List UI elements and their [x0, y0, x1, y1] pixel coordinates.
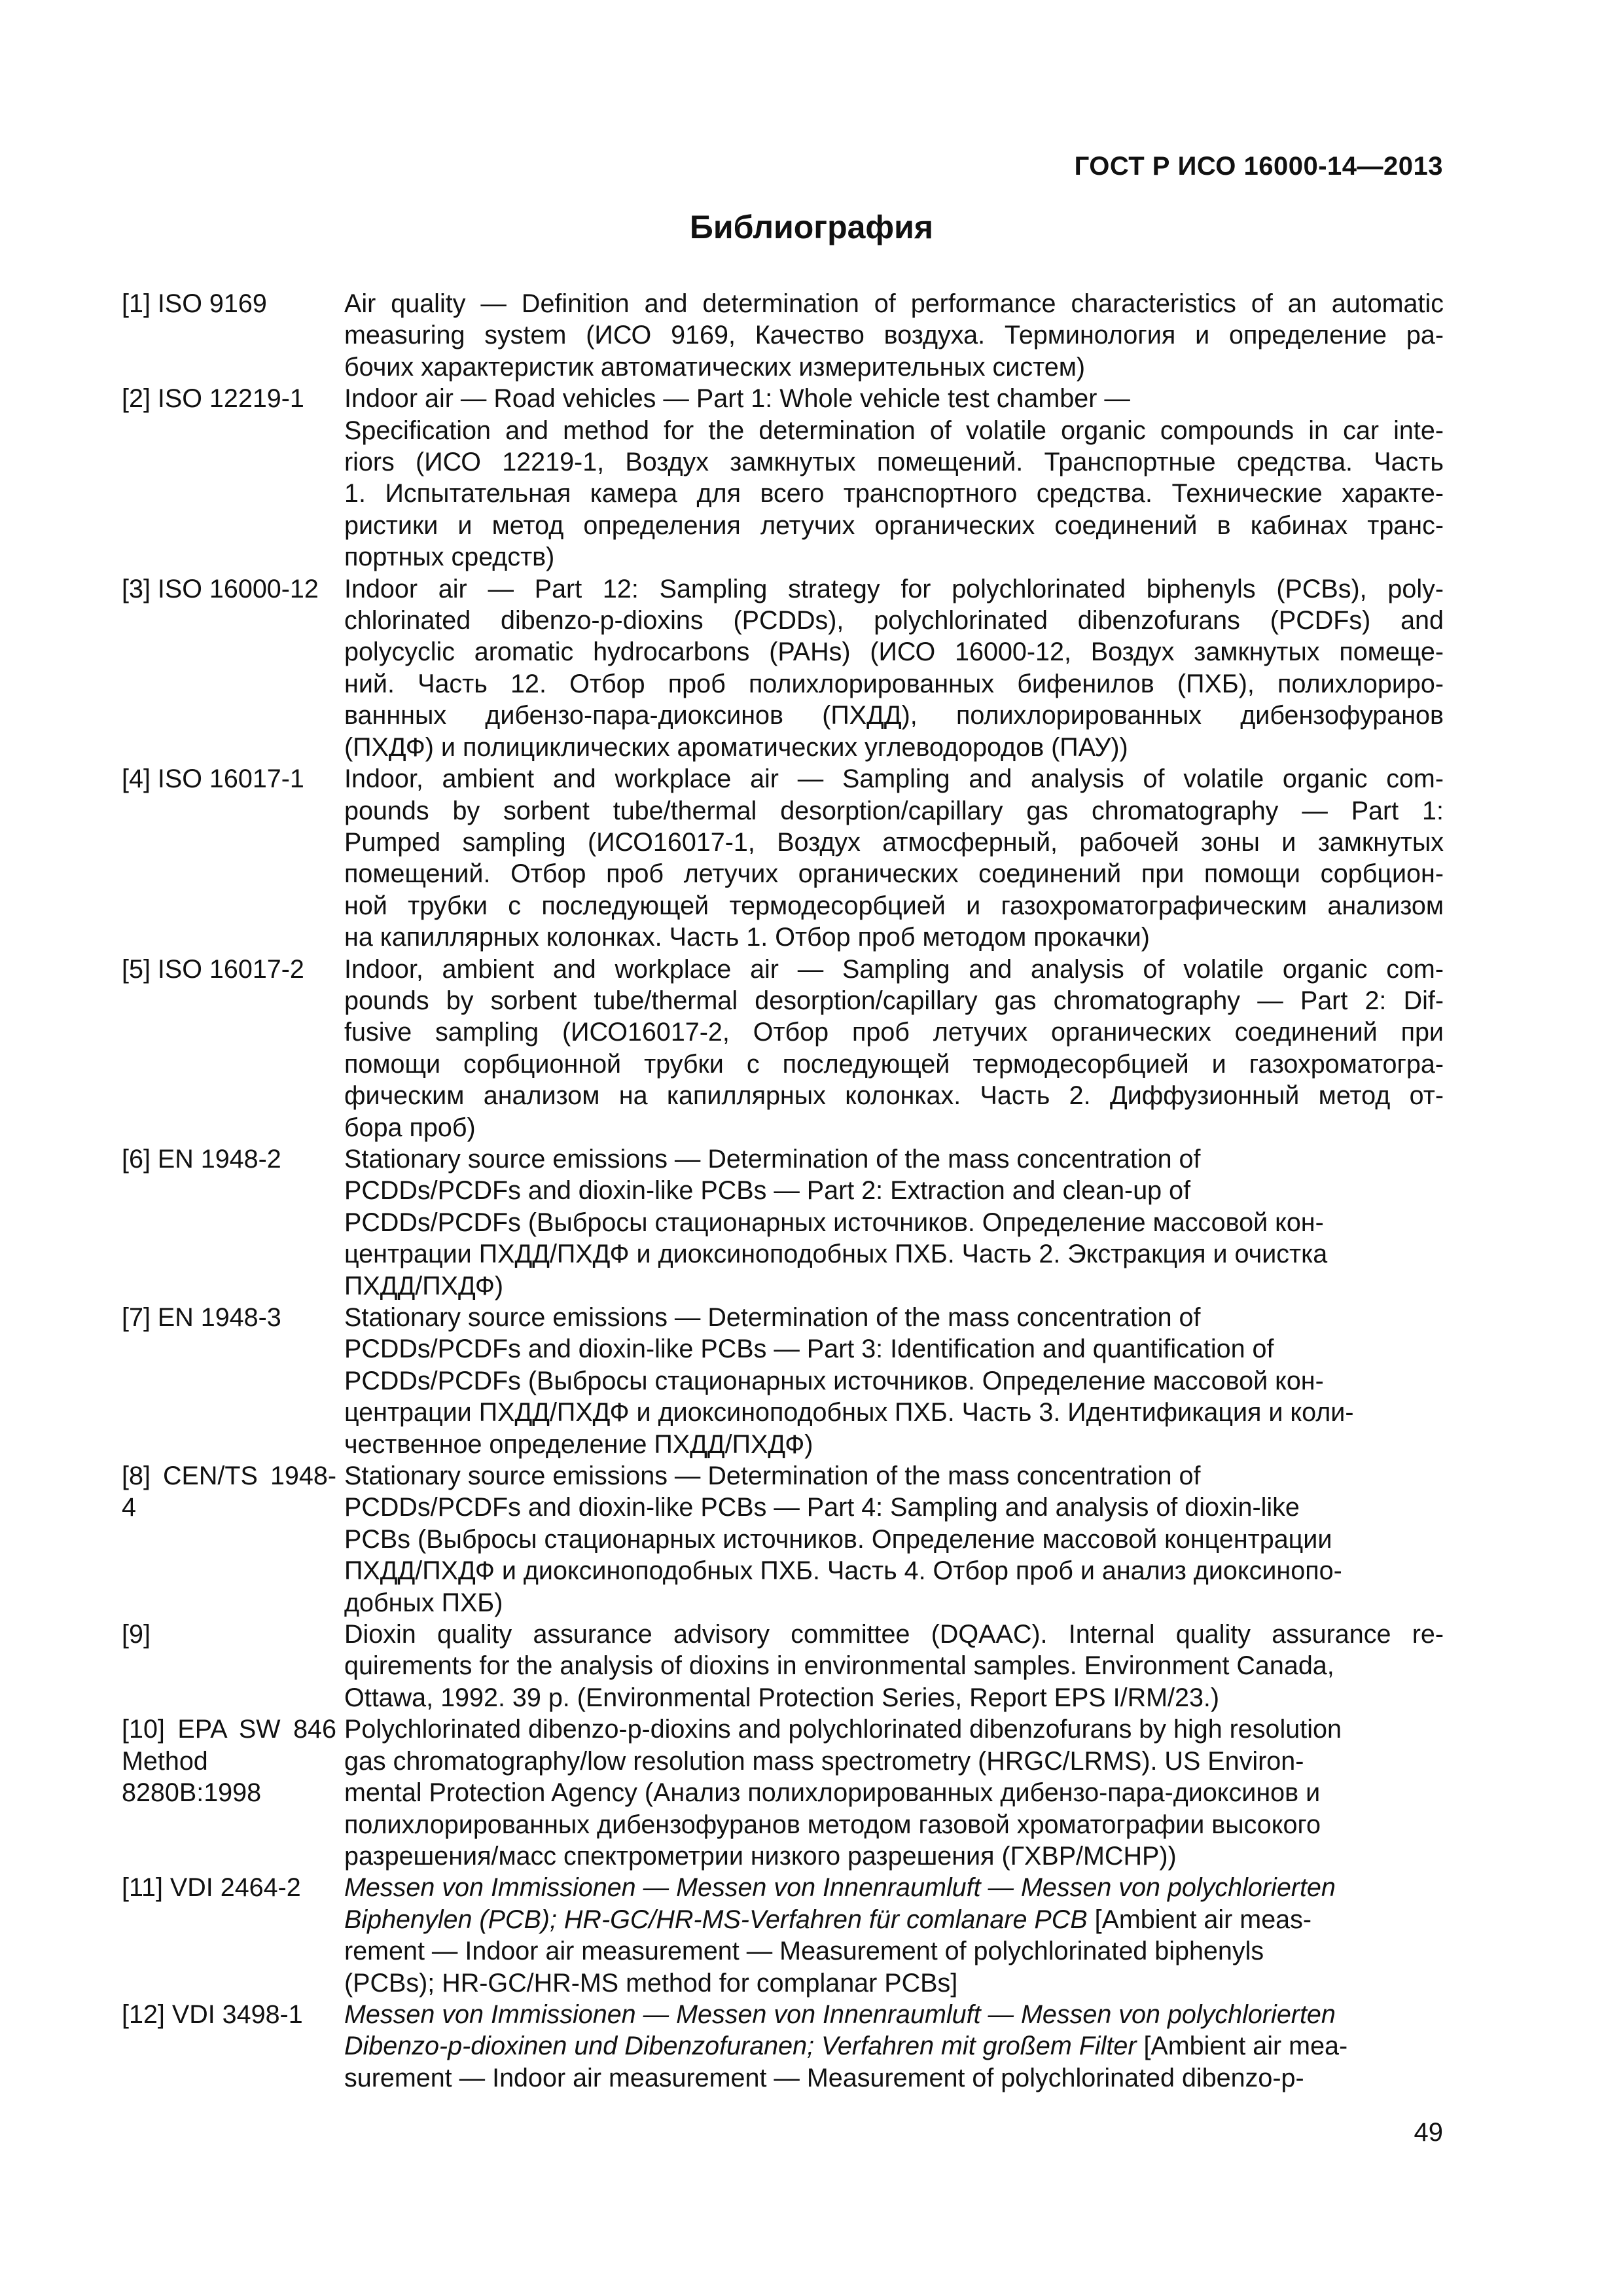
entry-line	[344, 1460, 1444, 1492]
entry-line-text: Dioxin quality assurance advisory committee (DQAAC). Internal quality assurance re-	[344, 1620, 1444, 1649]
entry-reference: [3] ISO 16000-12	[122, 574, 319, 603]
entry-text	[344, 954, 1444, 1143]
entry-line	[344, 1270, 1444, 1302]
entry-line-text: ной трубки с последующей термодесорбцией и газохроматографическим анализом	[344, 891, 1444, 920]
entry-line	[344, 1365, 1444, 1397]
entry-line	[344, 1207, 1444, 1238]
bibliography-entry	[122, 1713, 1444, 1872]
entry-text	[344, 1460, 1444, 1619]
entry-line	[344, 383, 1444, 414]
bibliography-entry	[122, 1143, 1444, 1302]
entry-line	[344, 1524, 1444, 1555]
entry-line-text: Air quality — Definition and determination of performance characteristics of an automatic	[344, 289, 1444, 318]
entry-line	[344, 1650, 1444, 1681]
entry-line	[344, 1112, 1444, 1143]
entry-line-text: ПХДД/ПХДФ и диоксиноподобных ПХБ. Часть 4. Отбор проб и анализ диоксинопо-	[344, 1556, 1342, 1586]
entry-text	[344, 1872, 1444, 1999]
entry-line-text: на капиллярных колонках. Часть 1. Отбор проб методом прокачки)	[344, 923, 1150, 952]
entry-line-text: chlorinated dibenzo-p-dioxins (PCDDs), polychlorinated dibenzofurans (PCDFs) and	[344, 606, 1444, 636]
entry-line-text: ний. Часть 12. Отбор проб полихлорированных бифенилов (ПХБ), полихлориро-	[344, 669, 1444, 698]
entry-reference: [1] ISO 9169	[122, 289, 267, 318]
bibliography-entry	[122, 288, 1444, 383]
entry-line	[344, 573, 1444, 605]
entry-line	[344, 1587, 1444, 1619]
entry-line-text: PCDDs/PCDFs and dioxin-like PCBs — Part 2: Extraction and clean-up of	[344, 1176, 1191, 1206]
entry-reference: [10] EPA SW 846 Method 8280B:1998	[122, 1715, 336, 1808]
entry-line	[344, 1840, 1444, 1872]
entry-line-text: [Ambient air mea-	[1136, 2032, 1348, 2061]
entry-line	[344, 1746, 1444, 1777]
entry-line-text: (ПХДФ) и полициклических ароматических углеводородов (ПАУ))	[344, 732, 1128, 762]
italic-title-text: Dibenzo-p-dioxinen und Dibenzofuranen; Verfahren mit großem Filter	[344, 2032, 1137, 2061]
entry-reference: [8] CEN/TS 1948-4	[122, 1462, 336, 1522]
entry-reference: [5] ISO 16017-2	[122, 954, 304, 984]
entry-line	[344, 478, 1444, 509]
entry-line-text: 1. Испытательная камера для всего транспортного средства. Технические характе-	[344, 479, 1444, 509]
entry-line	[344, 1302, 1444, 1333]
entry-reference: [6] EN 1948-2	[122, 1144, 281, 1174]
entry-line-text: surement — Indoor air measurement — Measurement of polychlorinated dibenzo-p-	[344, 2063, 1304, 2092]
page-title: Библиография	[689, 209, 934, 245]
entry-line-text: чественное определение ПХДД/ПХДФ)	[344, 1429, 813, 1459]
bibliography-entry	[122, 1999, 1444, 2094]
entry-text	[344, 1302, 1444, 1460]
entry-text	[344, 763, 1444, 953]
entry-line	[344, 1397, 1444, 1428]
entry-line	[344, 763, 1444, 795]
entry-line	[344, 1999, 1444, 2030]
entry-text	[344, 288, 1444, 383]
entry-line	[344, 858, 1444, 889]
bibliography-entry	[122, 954, 1444, 1143]
entry-line-text: добных ПХБ)	[344, 1588, 503, 1617]
entry-reference: [9]	[122, 1620, 151, 1649]
page-number: 49	[1414, 2118, 1443, 2147]
bibliography-entry	[122, 763, 1444, 953]
bibliography-entry	[122, 1619, 1444, 1713]
entry-line	[344, 668, 1444, 700]
entry-line	[344, 1872, 1444, 1903]
entry-line	[344, 636, 1444, 668]
entry-line-text: Polychlorinated dibenzo-p-dioxins and polychlorinated dibenzofurans by high resolution	[344, 1715, 1342, 1744]
entry-line-text: Stationary source emissions — Determination of the mass concentration of	[344, 1144, 1201, 1174]
entry-line-text: measuring system (ИСО 9169, Качество воздуха. Терминология и определение ра-	[344, 321, 1444, 350]
entry-line	[344, 1049, 1444, 1080]
entry-line	[344, 1016, 1444, 1048]
entry-line	[344, 351, 1444, 383]
entry-line-text: gas chromatography/low resolution mass spectrometry (HRGC/LRMS). US Environ-	[344, 1746, 1304, 1776]
entry-line-text: PCDDs/PCDFs and dioxin-like PCBs — Part 4: Sampling and analysis of dioxin-like	[344, 1493, 1300, 1522]
entry-line	[344, 795, 1444, 827]
entry-line	[344, 1935, 1444, 1967]
entry-line	[344, 954, 1444, 985]
entry-line-text: PCDDs/PCDFs and dioxin-like PCBs — Part 3: Identification and quantification of	[344, 1335, 1274, 1364]
entry-line-text: PCBs (Выбросы стационарных источников. Определение массовой концентрации	[344, 1524, 1332, 1554]
entry-line	[344, 2062, 1444, 2094]
entry-line-text: центрации ПХДД/ПХДФ и диоксиноподобных ПХБ. Часть 2. Экстракция и очистка	[344, 1240, 1328, 1269]
entry-line-text: quirements for the analysis of dioxins in environmental samples. Environment Canada,	[344, 1651, 1334, 1681]
entry-line-text: pounds by sorbent tube/thermal desorption/capillary gas chromatography — Part 1:	[344, 796, 1444, 825]
entry-line	[344, 319, 1444, 351]
italic-title-text: Messen von Immissionen — Messen von Innenraumluft — Messen von polychlorierten	[344, 2000, 1336, 2029]
entry-line-text: фическим анализом на капиллярных колонках. Часть 2. Диффузионный метод от-	[344, 1081, 1444, 1111]
entry-line-text: Ottawa, 1992. 39 p. (Environmental Protection Series, Report EPS I/RM/23.)	[344, 1683, 1220, 1712]
bibliography-entry	[122, 383, 1444, 573]
bibliography-entry	[122, 1460, 1444, 1619]
entry-line	[344, 1713, 1444, 1745]
entry-line	[344, 1429, 1444, 1460]
entry-line-text: ристики и метод определения летучих органических соединений в кабинах транс-	[344, 511, 1444, 540]
entry-line	[344, 1080, 1444, 1111]
entry-line	[344, 732, 1444, 763]
entry-line-text: fusive sampling (ИСО16017-2, Отбор проб летучих органических соединений при	[344, 1018, 1444, 1047]
entry-line-text: центрации ПХДД/ПХДФ и диоксиноподобных ПХБ. Часть 3. Идентификация и коли-	[344, 1398, 1354, 1427]
entry-line-text: Specification and method for the determination of volatile organic compounds in car inte-	[344, 416, 1444, 445]
entry-line-text: Pumped sampling (ИСО16017-1, Воздух атмосферный, рабочей зоны и замкнутых	[344, 827, 1444, 857]
entry-line-text: ПХДД/ПХДФ)	[344, 1271, 504, 1300]
entry-line-text: ваннных дибензо-пара-диоксинов (ПХДД), полихлорированных дибензофуранов	[344, 701, 1444, 730]
entry-line-text: rement — Indoor air measurement — Measurement of polychlorinated biphenyls	[344, 1937, 1264, 1966]
entry-text	[344, 573, 1444, 763]
entry-reference: [12] VDI 3498-1	[122, 2000, 303, 2029]
entry-line-text: полихлорированных дибензофуранов методом газовой хроматографии высокого	[344, 1810, 1321, 1839]
entry-reference: [4] ISO 16017-1	[122, 764, 304, 794]
entry-line	[344, 1777, 1444, 1808]
bibliography-entry	[122, 573, 1444, 763]
entry-line-text: Indoor, ambient and workplace air — Sampling and analysis of volatile organic com-	[344, 954, 1444, 984]
entry-line-text: PCDDs/PCDFs (Выбросы стационарных источников. Определение массовой кон-	[344, 1208, 1324, 1237]
entry-line-text: разрешения/масс спектрометрии низкого разрешения (ГХВР/МСНР))	[344, 1841, 1177, 1871]
entry-line-text: (PCBs); HR-GC/HR-MS method for complanar PCBs]	[344, 1968, 958, 1998]
italic-title-text: Biphenylen (PCB); HR-GC/HR-MS-Verfahren für comlanare PCB	[344, 1905, 1088, 1934]
entry-line	[344, 541, 1444, 573]
bibliography-entry	[122, 1302, 1444, 1460]
entry-line	[344, 1619, 1444, 1650]
bibliography-list	[122, 288, 1444, 2094]
entry-line-text: бочих характеристик автоматических измерительных систем)	[344, 352, 1085, 382]
entry-line	[344, 1143, 1444, 1175]
entry-line	[344, 1555, 1444, 1587]
entry-line	[344, 1809, 1444, 1840]
entry-line-text: pounds by sorbent tube/thermal desorption/capillary gas chromatography — Part 2: Dif-	[344, 986, 1444, 1015]
entry-line	[344, 1967, 1444, 1999]
entry-line-text: помещений. Отбор проб летучих органических соединений при помощи сорбцион-	[344, 859, 1444, 889]
entry-reference: [7] EN 1948-3	[122, 1303, 281, 1332]
entry-line-text: Indoor air — Part 12: Sampling strategy for polychlorinated biphenyls (PCBs), poly-	[344, 574, 1444, 603]
entry-line	[344, 605, 1444, 636]
document-code: ГОСТ Р ИСО 16000-14—2013	[1074, 152, 1443, 181]
entry-line-text: портных средств)	[344, 543, 555, 572]
entry-text	[344, 1619, 1444, 1713]
entry-line	[344, 922, 1444, 953]
entry-line	[344, 1175, 1444, 1206]
entry-line-text: PCDDs/PCDFs (Выбросы стационарных источников. Определение массовой кон-	[344, 1366, 1324, 1395]
entry-line-text: бора проб)	[344, 1113, 476, 1142]
entry-line	[344, 890, 1444, 922]
entry-text	[344, 1143, 1444, 1302]
entry-line	[344, 1238, 1444, 1270]
entry-line-text: riors (ИСО 12219-1, Воздух замкнутых помещений. Транспортные средства. Часть	[344, 448, 1444, 477]
entry-reference: [11] VDI 2464-2	[122, 1873, 301, 1903]
entry-line-text: polycyclic aromatic hydrocarbons (PAHs) (ИСО 16000-12, Воздух замкнутых помеще-	[344, 637, 1444, 667]
entry-text	[344, 1713, 1444, 1872]
entry-line	[344, 1682, 1444, 1713]
entry-line	[344, 985, 1444, 1016]
bibliography-entry	[122, 1872, 1444, 1999]
entry-reference: [2] ISO 12219-1	[122, 384, 304, 414]
entry-line-text: Stationary source emissions — Determination of the mass concentration of	[344, 1462, 1201, 1491]
entry-line	[344, 1492, 1444, 1523]
entry-line	[344, 415, 1444, 446]
entry-line-text: mental Protection Agency (Анализ полихлорированных дибензо-пара-диоксинов и	[344, 1778, 1321, 1808]
entry-text	[344, 383, 1444, 573]
entry-line	[344, 2030, 1444, 2062]
entry-line-text: [Ambient air meas-	[1087, 1905, 1312, 1934]
entry-line-text: Indoor air — Road vehicles — Part 1: Whole vehicle test chamber —	[344, 384, 1130, 414]
entry-line	[344, 1904, 1444, 1935]
entry-line	[344, 700, 1444, 731]
entry-text	[344, 1999, 1444, 2094]
italic-title-text: Messen von Immissionen — Messen von Innenraumluft — Messen von polychlorierten	[344, 1873, 1336, 1903]
entry-line	[344, 827, 1444, 858]
entry-line-text: Stationary source emissions — Determination of the mass concentration of	[344, 1303, 1201, 1332]
entry-line	[344, 510, 1444, 541]
entry-line	[344, 288, 1444, 319]
entry-line-text: Indoor, ambient and workplace air — Sampling and analysis of volatile organic com-	[344, 764, 1444, 794]
entry-line	[344, 1333, 1444, 1365]
entry-line-text: помощи сорбционной трубки с последующей термодесорбцией и газохроматогра-	[344, 1049, 1444, 1079]
entry-line	[344, 446, 1444, 478]
